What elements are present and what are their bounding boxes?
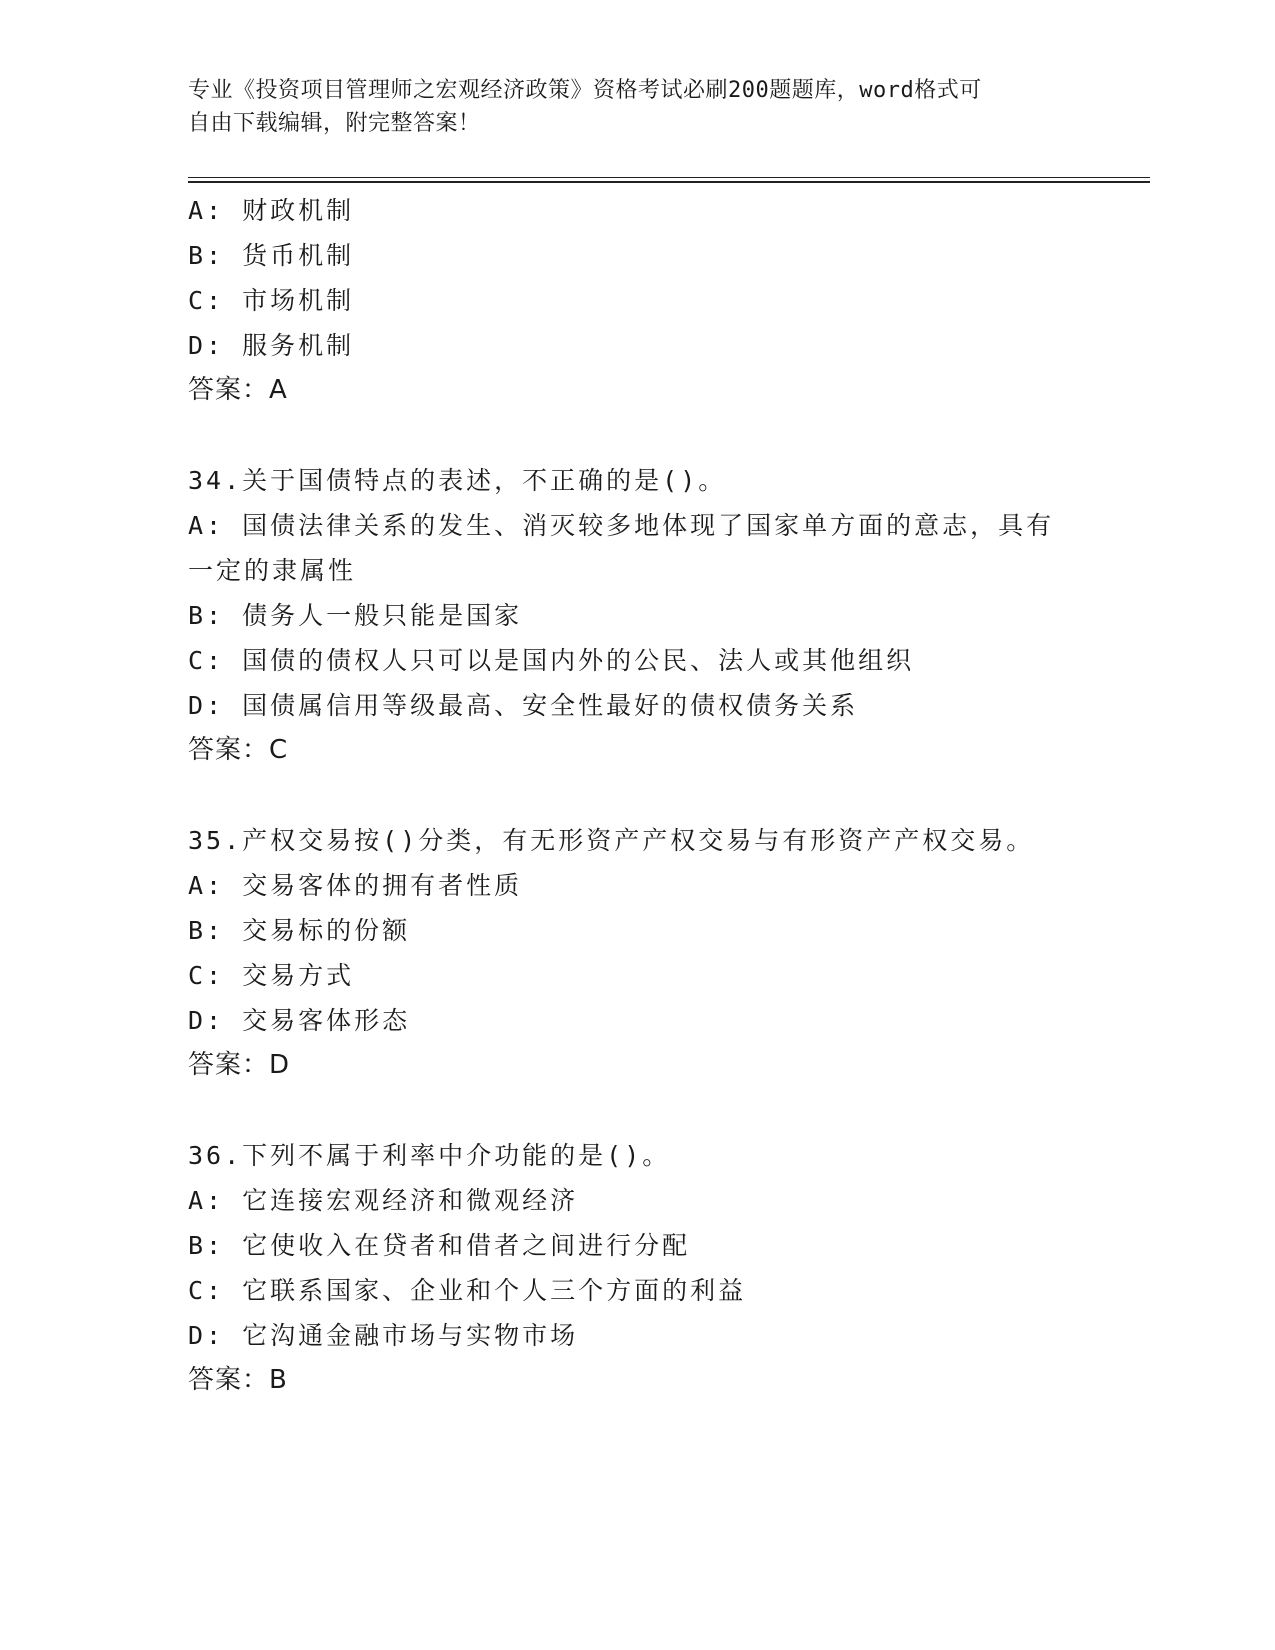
header-line-1: 专业《投资项目管理师之宏观经济政策》资格考试必刷200题题库，word格式可 — [188, 78, 982, 103]
question-text: 35.产权交易按()分类，有无形资产产权交易与有形资产产权交易。 — [188, 826, 1035, 855]
option-d: D: 国债属信用等级最高、安全性最好的债权债务关系 — [188, 691, 859, 720]
option-a: A: 交易客体的拥有者性质 — [188, 871, 523, 900]
option-a: A: 它连接宏观经济和微观经济 — [188, 1186, 579, 1215]
option-b: B: 债务人一般只能是国家 — [188, 601, 523, 630]
answer: 答案：A — [188, 375, 288, 405]
option-d: D: 它沟通金融市场与实物市场 — [188, 1321, 579, 1350]
header-divider-thick — [188, 181, 1150, 183]
header-divider-thin — [188, 177, 1150, 178]
header-line-2: 自由下载编辑，附完整答案！ — [188, 111, 481, 136]
option-a-continued: 一定的隶属性 — [188, 556, 357, 585]
spacer — [188, 773, 1088, 818]
option-a: A: 财政机制 — [188, 196, 355, 225]
option-c: C: 国债的债权人只可以是国内外的公民、法人或其他组织 — [188, 646, 915, 675]
question-33 — [188, 188, 1088, 413]
question-35 — [188, 818, 1088, 1088]
option-b: B: 它使收入在贷者和借者之间进行分配 — [188, 1231, 691, 1260]
option-d: D: 服务机制 — [188, 331, 355, 360]
option-a: A: 国债法律关系的发生、消灭较多地体现了国家单方面的意志，具有 — [188, 511, 1055, 540]
option-b: B: 货币机制 — [188, 241, 355, 270]
question-36 — [188, 1133, 1088, 1403]
document-header — [188, 74, 1068, 140]
question-text: 36.下列不属于利率中介功能的是()。 — [188, 1141, 671, 1170]
option-d: D: 交易客体形态 — [188, 1006, 411, 1035]
spacer — [188, 413, 1088, 458]
spacer — [188, 1088, 1088, 1133]
option-c: C: 它联系国家、企业和个人三个方面的利益 — [188, 1276, 747, 1305]
question-list — [188, 188, 1088, 1403]
option-c: C: 市场机制 — [188, 286, 355, 315]
question-34 — [188, 458, 1088, 773]
option-b: B: 交易标的份额 — [188, 916, 411, 945]
answer: 答案：B — [188, 1365, 288, 1395]
answer: 答案：D — [188, 1050, 291, 1080]
option-c: C: 交易方式 — [188, 961, 355, 990]
answer: 答案：C — [188, 735, 289, 765]
question-text: 34.关于国债特点的表述，不正确的是()。 — [188, 466, 727, 495]
